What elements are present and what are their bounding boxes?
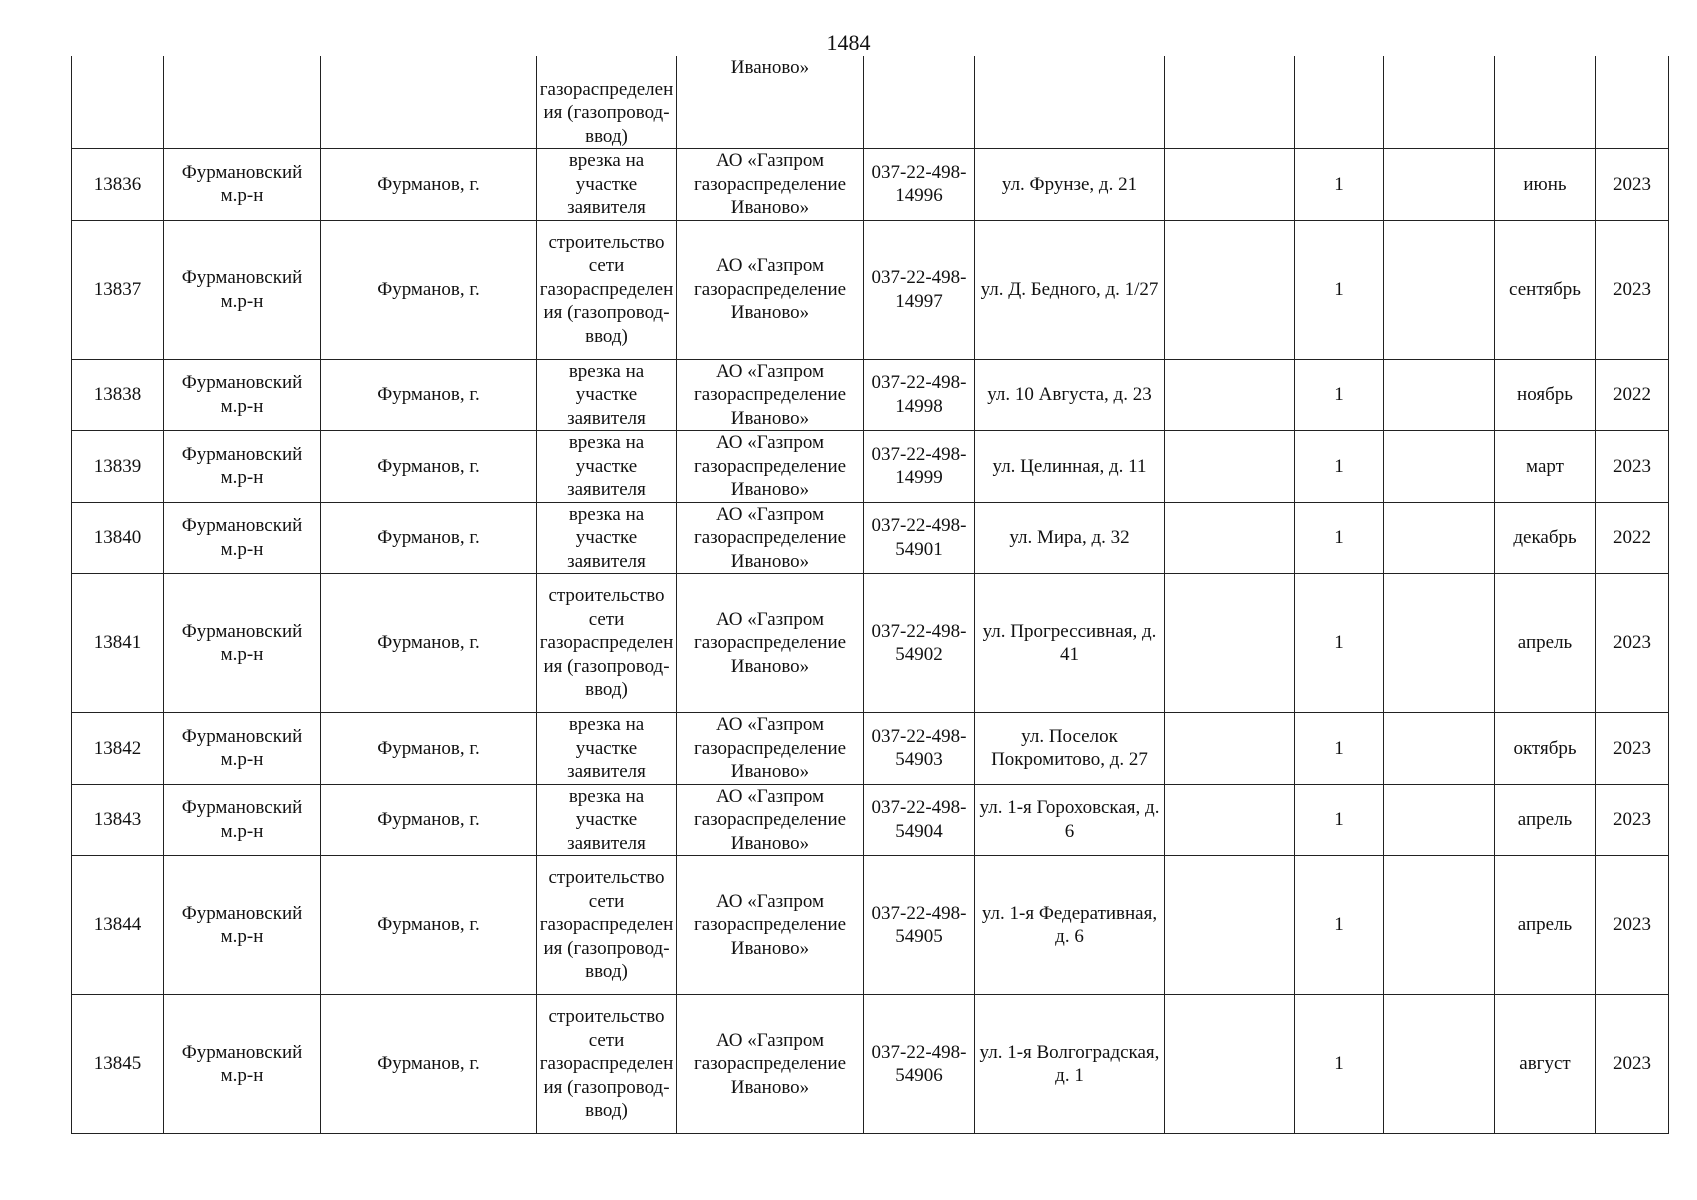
cell-work-type: строительство сети газораспределения (газопровод-ввод) [537, 995, 677, 1134]
cell-city: Фурманов, г. [321, 431, 537, 503]
table-row [72, 995, 1669, 1134]
cell-qty: 1 [1295, 995, 1384, 1134]
cell-qty: 1 [1295, 431, 1384, 503]
cell-address [975, 56, 1165, 149]
cell-city: Фурманов, г. [321, 995, 537, 1134]
cell-year: 2023 [1596, 784, 1669, 856]
cell-extra2 [1384, 574, 1495, 713]
cell-year: 2022 [1596, 359, 1669, 431]
table-row [72, 713, 1669, 785]
cell-year: 2023 [1596, 856, 1669, 995]
cell-work-type: строительство сети газораспределения (газопровод-ввод) [537, 574, 677, 713]
cell-code: 037-22-498-54902 [864, 574, 975, 713]
cell-extra1 [1165, 502, 1295, 574]
cell-district: Фурмановский м.р-н [164, 502, 321, 574]
cell-id: 13841 [72, 574, 164, 713]
cell-address: ул. 1-я Гороховская, д. 6 [975, 784, 1165, 856]
cell-id: 13843 [72, 784, 164, 856]
cell-district: Фурмановский м.р-н [164, 149, 321, 221]
cell-district: Фурмановский м.р-н [164, 856, 321, 995]
register-table [71, 56, 1669, 1134]
cell-month: сентябрь [1495, 220, 1596, 359]
cell-city: Фурманов, г. [321, 359, 537, 431]
cell-year: 2022 [1596, 502, 1669, 574]
cell-work-type: врезка на участке заявителя [537, 149, 677, 221]
cell-year [1596, 56, 1669, 149]
cell-city: Фурманов, г. [321, 149, 537, 221]
cell-extra2 [1384, 431, 1495, 503]
cell-month: апрель [1495, 856, 1596, 995]
cell-id: 13838 [72, 359, 164, 431]
table-row [72, 431, 1669, 503]
cell-qty: 1 [1295, 713, 1384, 785]
cell-address: ул. 1-я Федеративная, д. 6 [975, 856, 1165, 995]
cell-city: Фурманов, г. [321, 784, 537, 856]
table-row [72, 149, 1669, 221]
cell-extra1 [1165, 995, 1295, 1134]
cell-month: июнь [1495, 149, 1596, 221]
cell-extra2 [1384, 784, 1495, 856]
table-row [72, 574, 1669, 713]
cell-organization: АО «Газпром газораспределение Иваново» [677, 220, 864, 359]
cell-city: Фурманов, г. [321, 713, 537, 785]
cell-organization: АО «Газпром газораспределение Иваново» [677, 359, 864, 431]
cell-extra2 [1384, 149, 1495, 221]
cell-month: октябрь [1495, 713, 1596, 785]
cell-qty: 1 [1295, 149, 1384, 221]
table-row [72, 502, 1669, 574]
cell-year: 2023 [1596, 574, 1669, 713]
table-row [72, 220, 1669, 359]
cell-extra2 [1384, 713, 1495, 785]
cell-qty: 1 [1295, 784, 1384, 856]
cell-organization: АО «Газпром газораспределение Иваново» [677, 574, 864, 713]
cell-code: 037-22-498-54906 [864, 995, 975, 1134]
cell-organization: АО «Газпром газораспределение Иваново» [677, 149, 864, 221]
cell-qty: 1 [1295, 502, 1384, 574]
cell-organization: АО «Газпром газораспределение Иваново» [677, 502, 864, 574]
cell-address: ул. Прогрессивная, д. 41 [975, 574, 1165, 713]
cell-year: 2023 [1596, 431, 1669, 503]
table-row [72, 359, 1669, 431]
cell-code: 037-22-498-14996 [864, 149, 975, 221]
cell-work-type: газораспределения (газопровод-ввод) [537, 56, 677, 149]
cell-district: Фурмановский м.р-н [164, 359, 321, 431]
cell-code: 037-22-498-14997 [864, 220, 975, 359]
cell-code: 037-22-498-54901 [864, 502, 975, 574]
cell-code: 037-22-498-54905 [864, 856, 975, 995]
cell-code: 037-22-498-54904 [864, 784, 975, 856]
cell-code: 037-22-498-14999 [864, 431, 975, 503]
cell-month: март [1495, 431, 1596, 503]
table-row [72, 784, 1669, 856]
cell-district: Фурмановский м.р-н [164, 220, 321, 359]
cell-organization: АО «Газпром газораспределение Иваново» [677, 431, 864, 503]
cell-address: ул. Д. Бедного, д. 1/27 [975, 220, 1165, 359]
cell-month: апрель [1495, 574, 1596, 713]
cell-organization: Иваново» [677, 56, 864, 149]
cell-id: 13840 [72, 502, 164, 574]
cell-work-type: врезка на участке заявителя [537, 359, 677, 431]
cell-code [864, 56, 975, 149]
cell-address: ул. 10 Августа, д. 23 [975, 359, 1165, 431]
cell-city [321, 56, 537, 149]
cell-address: ул. Целинная, д. 11 [975, 431, 1165, 503]
cell-id: 13837 [72, 220, 164, 359]
cell-month: апрель [1495, 784, 1596, 856]
cell-qty: 1 [1295, 359, 1384, 431]
cell-city: Фурманов, г. [321, 574, 537, 713]
cell-organization: АО «Газпром газораспределение Иваново» [677, 995, 864, 1134]
cell-work-type: строительство сети газораспределения (газопровод-ввод) [537, 220, 677, 359]
cell-extra1 [1165, 713, 1295, 785]
cell-district: Фурмановский м.р-н [164, 713, 321, 785]
cell-code: 037-22-498-54903 [864, 713, 975, 785]
cell-extra2 [1384, 502, 1495, 574]
cell-address: ул. Мира, д. 32 [975, 502, 1165, 574]
cell-qty [1295, 56, 1384, 149]
table-row [72, 856, 1669, 995]
cell-extra1 [1165, 574, 1295, 713]
cell-year: 2023 [1596, 995, 1669, 1134]
cell-extra1 [1165, 431, 1295, 503]
cell-month: ноябрь [1495, 359, 1596, 431]
table-body [72, 56, 1669, 1134]
cell-organization: АО «Газпром газораспределение Иваново» [677, 713, 864, 785]
cell-id: 13845 [72, 995, 164, 1134]
page-number: 1484 [826, 30, 871, 55]
cell-id: 13839 [72, 431, 164, 503]
cell-month: август [1495, 995, 1596, 1134]
cell-organization: АО «Газпром газораспределение Иваново» [677, 856, 864, 995]
cell-id: 13844 [72, 856, 164, 995]
cell-extra1 [1165, 856, 1295, 995]
cell-code: 037-22-498-14998 [864, 359, 975, 431]
cell-id: 13836 [72, 149, 164, 221]
cell-qty: 1 [1295, 574, 1384, 713]
cell-address: ул. Поселок Покромитово, д. 27 [975, 713, 1165, 785]
cell-district: Фурмановский м.р-н [164, 995, 321, 1134]
cell-work-type: врезка на участке заявителя [537, 431, 677, 503]
cell-work-type: врезка на участке заявителя [537, 502, 677, 574]
cell-extra1 [1165, 149, 1295, 221]
cell-extra2 [1384, 220, 1495, 359]
table-row-continuation [72, 56, 1669, 149]
cell-organization: АО «Газпром газораспределение Иваново» [677, 784, 864, 856]
cell-qty: 1 [1295, 220, 1384, 359]
cell-work-type: врезка на участке заявителя [537, 713, 677, 785]
cell-extra1 [1165, 359, 1295, 431]
cell-qty: 1 [1295, 856, 1384, 995]
cell-extra1 [1165, 784, 1295, 856]
cell-work-type: врезка на участке заявителя [537, 784, 677, 856]
cell-extra2 [1384, 359, 1495, 431]
cell-city: Фурманов, г. [321, 856, 537, 995]
cell-district: Фурмановский м.р-н [164, 431, 321, 503]
cell-extra2 [1384, 56, 1495, 149]
cell-district [164, 56, 321, 149]
cell-year: 2023 [1596, 220, 1669, 359]
cell-year: 2023 [1596, 713, 1669, 785]
cell-address: ул. Фрунзе, д. 21 [975, 149, 1165, 221]
cell-month: декабрь [1495, 502, 1596, 574]
cell-district: Фурмановский м.р-н [164, 784, 321, 856]
cell-extra2 [1384, 856, 1495, 995]
cell-extra2 [1384, 995, 1495, 1134]
cell-month [1495, 56, 1596, 149]
cell-extra1 [1165, 56, 1295, 149]
cell-district: Фурмановский м.р-н [164, 574, 321, 713]
cell-id [72, 56, 164, 149]
cell-id: 13842 [72, 713, 164, 785]
cell-year: 2023 [1596, 149, 1669, 221]
cell-city: Фурманов, г. [321, 502, 537, 574]
cell-address: ул. 1-я Волгоградская, д. 1 [975, 995, 1165, 1134]
cell-city: Фурманов, г. [321, 220, 537, 359]
cell-work-type: строительство сети газораспределения (газопровод-ввод) [537, 856, 677, 995]
cell-extra1 [1165, 220, 1295, 359]
